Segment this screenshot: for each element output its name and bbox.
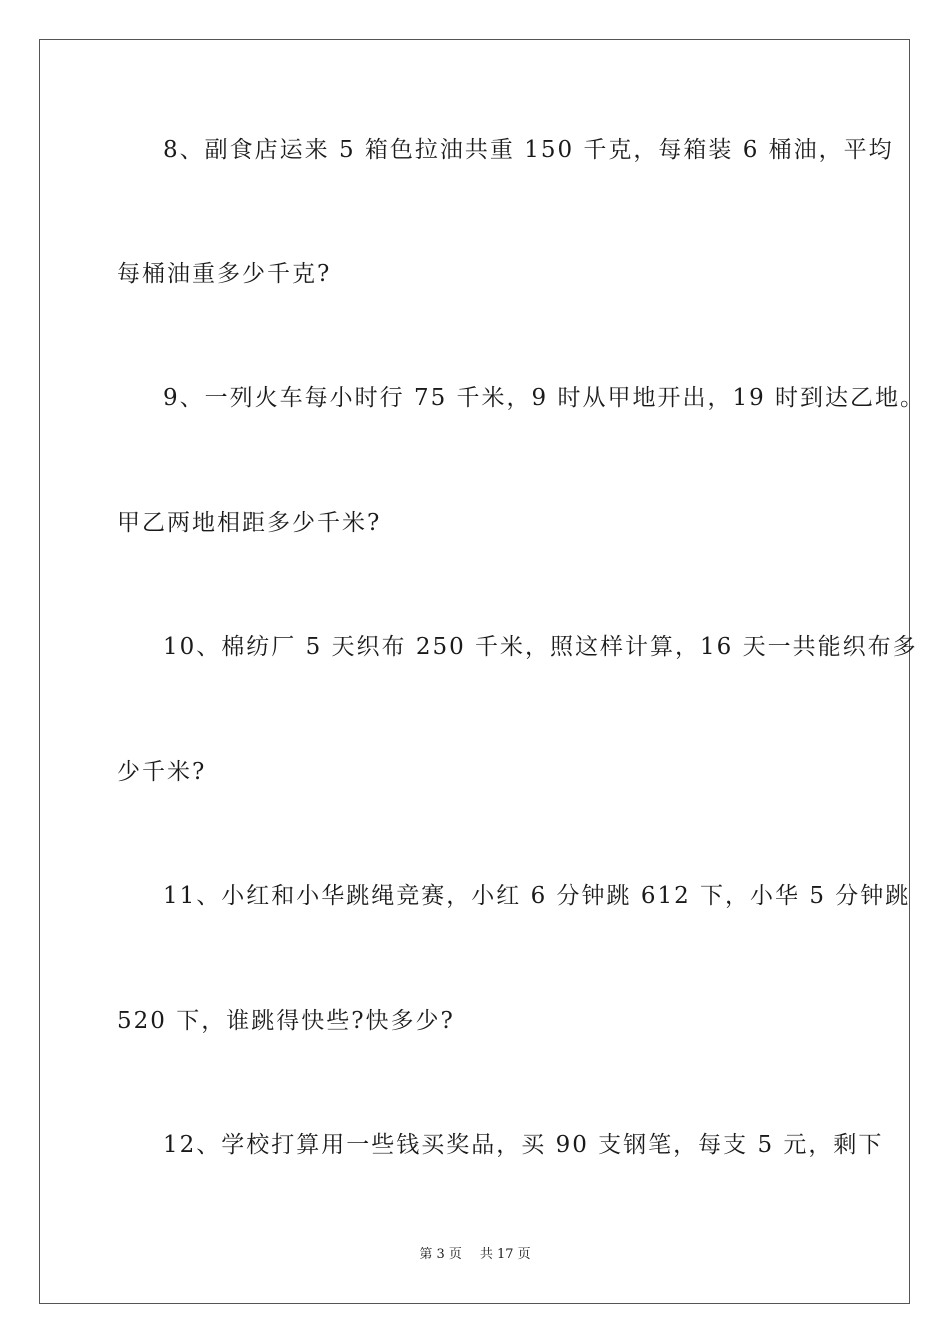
problem-9-line-1: 9、一列火车每小时行 75 千米，9 时从甲地开出，19 时到达乙地。 <box>163 385 926 411</box>
problem-10-line-1: 10、棉纺厂 5 天织布 250 千米，照这样计算，16 天一共能织布多 <box>163 634 918 660</box>
page-footer <box>0 1246 950 1264</box>
problem-10-line-2: 少千米? <box>117 759 207 785</box>
problem-11-line-2: 520 下，谁跳得快些?快多少? <box>117 1008 455 1034</box>
problem-11-line-1: 11、小红和小华跳绳竞赛，小红 6 分钟跳 612 下，小华 5 分钟跳 <box>163 883 911 909</box>
page-total: 共 17 页 <box>479 1247 531 1262</box>
problem-8-line-2: 每桶油重多少千克? <box>117 261 332 287</box>
page-number: 第 3 页 <box>419 1247 462 1262</box>
problem-12-line-1: 12、学校打算用一些钱买奖品，买 90 支钢笔，每支 5 元，剩下 <box>163 1132 884 1158</box>
problem-9-line-2: 甲乙两地相距多少千米? <box>117 510 382 536</box>
page-border <box>39 39 910 1304</box>
problem-8-line-1: 8、副食店运来 5 箱色拉油共重 150 千克，每箱装 6 桶油，平均 <box>163 137 894 163</box>
